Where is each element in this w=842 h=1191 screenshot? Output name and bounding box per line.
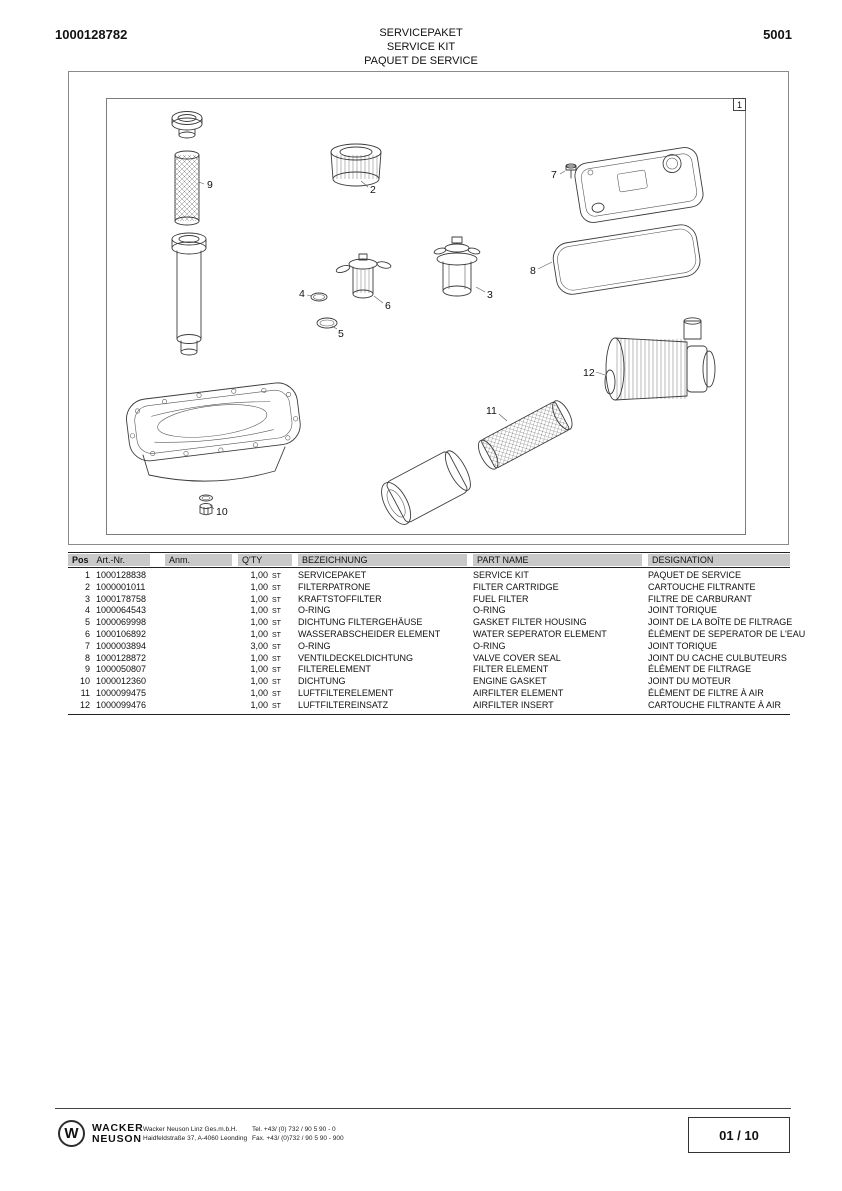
cell-bezeichnung: O-RING [298, 640, 331, 651]
callout-6: 6 [385, 300, 391, 312]
cell-designation: CARTOUCHE FILTRANTE [648, 581, 756, 592]
cell-unit: ST [272, 620, 281, 628]
cell-part-name: FUEL FILTER [473, 593, 529, 604]
brand-line-1: WACKER [92, 1122, 144, 1134]
table-row [68, 676, 790, 688]
cell-pos: 1 [84, 570, 90, 580]
cell-unit: ST [272, 596, 281, 604]
cell-qty: 1,00 [250, 628, 268, 639]
cell-art-nr: 1000099476 [96, 699, 147, 710]
cell-unit: ST [272, 608, 281, 616]
diagram-inner-frame [106, 98, 746, 535]
cell-part-name: O-RING [473, 605, 506, 616]
cell-designation: ÉLÉMENT DE FILTRAGE [648, 664, 752, 675]
phone-line-1: Tel. +43/ (0) 732 / 90 5 90 - 0 [252, 1126, 336, 1133]
title-en: SERVICE KIT [386, 41, 456, 53]
cell-unit: ST [272, 690, 281, 698]
cell-qty: 1,00 [250, 652, 268, 663]
footer-divider [55, 1108, 791, 1109]
part-o-ring-5 [317, 318, 337, 328]
cell-pos: 8 [84, 652, 90, 663]
sheet-code: 5001 [763, 27, 792, 42]
cell-unit: ST [272, 655, 281, 663]
cell-qty: 1,00 [250, 687, 268, 698]
cell-part-name: GASKET FILTER HOUSING [473, 617, 587, 628]
cell-pos: 3 [84, 593, 90, 604]
wacker-neuson-logo-icon: W [58, 1120, 85, 1147]
parts-table [68, 552, 806, 715]
cell-bezeichnung: VENTILDECKELDICHTUNG [298, 652, 414, 663]
cell-qty: 3,00 [250, 640, 268, 651]
part-oil-cap [172, 112, 202, 139]
cell-pos: 9 [84, 664, 90, 675]
callout-11: 11 [486, 405, 497, 417]
diagram-outer-frame [68, 71, 789, 545]
header-bezeichnung: BEZEICHNUNG [298, 554, 467, 566]
callout-7: 7 [551, 169, 557, 181]
cell-bezeichnung: LUFTFILTERELEMENT [298, 687, 394, 698]
cell-part-name: AIRFILTER INSERT [473, 699, 554, 710]
cell-bezeichnung: DICHTUNG [298, 676, 346, 687]
header-artnr: Art.-Nr. [96, 555, 126, 565]
cell-qty: 1,00 [250, 570, 268, 580]
parts-table-header [68, 552, 790, 568]
page-indicator: 01 / 10 [688, 1117, 790, 1153]
footer-address [143, 1126, 247, 1143]
cell-pos: 2 [84, 581, 90, 592]
address-line-2: Haidfeldstraße 37, A-4060 Leonding [143, 1134, 248, 1142]
callout-8: 8 [530, 265, 536, 277]
table-row [68, 664, 790, 676]
cell-bezeichnung: O-RING [298, 605, 331, 616]
cell-art-nr: 1000050807 [96, 664, 147, 675]
cell-art-nr: 1000012360 [96, 676, 147, 687]
phone-line-2: Fax. +43/ (0)732 / 90 5 90 - 900 [252, 1134, 344, 1142]
wacker-neuson-wordmark [92, 1123, 143, 1145]
header-pos: Pos [72, 555, 89, 565]
cell-qty: 1,00 [250, 617, 268, 628]
part-fuel-filter [434, 237, 481, 296]
part-filter-cartridge [331, 144, 381, 186]
cell-designation: PAQUET DE SERVICE [648, 570, 742, 580]
callout-9: 9 [207, 179, 213, 191]
cell-pos: 5 [84, 617, 90, 628]
cell-part-name: ENGINE GASKET [473, 676, 547, 687]
callout-3: 3 [487, 289, 493, 301]
brand-line-2: NEUSON [92, 1133, 142, 1145]
cell-part-name: O-RING [473, 640, 506, 651]
cell-part-name: AIRFILTER ELEMENT [473, 687, 564, 698]
cell-art-nr: 1000069998 [96, 617, 147, 628]
title-fr: PAQUET DE SERVICE [364, 55, 478, 67]
callout-10: 10 [216, 506, 228, 518]
cell-pos: 6 [84, 628, 90, 639]
cell-art-nr: 1000001011 [96, 581, 146, 592]
part-oil-filler-tube [172, 233, 206, 355]
cell-part-name: FILTER ELEMENT [473, 664, 549, 675]
cell-unit: ST [272, 584, 281, 592]
part-filter-element [175, 151, 199, 225]
table-bottom-rule [68, 714, 790, 715]
part-drain-plug [200, 495, 213, 515]
cell-bezeichnung: FILTERPATRONE [298, 581, 371, 592]
callout-2: 2 [370, 184, 376, 196]
cell-designation: JOINT DU CACHE CULBUTEURS [648, 652, 787, 663]
cell-bezeichnung: SERVICEPAKET [298, 570, 367, 580]
callout-12: 12 [583, 367, 595, 379]
cell-qty: 1,00 [250, 593, 268, 604]
table-row [68, 700, 790, 712]
cell-bezeichnung: DICHTUNG FILTERGEHÄUSE [298, 617, 423, 628]
part-airfilter-insert [605, 318, 715, 400]
part-valve-cover-seal [551, 223, 702, 297]
document-number: 1000128782 [55, 27, 128, 42]
table-row [68, 653, 790, 665]
cell-art-nr: 1000099475 [96, 687, 147, 698]
part-airfilter-canister [376, 447, 476, 529]
part-o-ring-4 [311, 293, 327, 301]
cell-unit: ST [272, 679, 281, 687]
table-row [68, 582, 790, 594]
cell-part-name: SERVICE KIT [473, 570, 529, 580]
header-anm: Anm. [165, 554, 232, 566]
header-designation: DESIGNATION [648, 554, 790, 566]
cell-unit: ST [272, 631, 281, 639]
cell-bezeichnung: FILTERELEMENT [298, 664, 371, 675]
cell-art-nr: 1000106892 [96, 628, 147, 639]
exploded-parts-diagram [107, 99, 747, 536]
cell-bezeichnung: WASSERABSCHEIDER ELEMENT [298, 628, 441, 639]
callout-5: 5 [338, 328, 344, 340]
part-oil-pan [124, 381, 302, 482]
cell-designation: JOINT TORIQUE [648, 640, 718, 651]
table-row [68, 570, 790, 582]
cell-designation: ÉLÉMENT DE SEPERATOR DE L'EAU [648, 628, 806, 639]
cell-bezeichnung: LUFTFILTEREINSATZ [298, 699, 389, 710]
cell-art-nr: 1000064543 [96, 605, 147, 616]
cell-art-nr: 1000178758 [96, 593, 147, 604]
footer-phone [252, 1126, 344, 1143]
cell-part-name: WATER SEPERATOR ELEMENT [473, 628, 607, 639]
cell-pos: 10 [79, 676, 90, 687]
cell-unit: ST [272, 643, 281, 651]
table-row [68, 688, 790, 700]
cell-unit: ST [272, 573, 281, 580]
cell-qty: 1,00 [250, 581, 268, 592]
cell-designation: CARTOUCHE FILTRANTE À AIR [648, 699, 782, 710]
header-part-name: PART NAME [473, 554, 642, 566]
cell-art-nr: 1000128838 [96, 570, 147, 580]
cell-designation: ÉLÉMENT DE FILTRE À AIR [648, 687, 764, 698]
header-qty: Q'TY [238, 554, 292, 566]
cell-pos: 12 [79, 699, 90, 710]
cell-part-name: VALVE COVER SEAL [473, 652, 561, 663]
cell-pos: 11 [80, 687, 90, 698]
cell-qty: 1,00 [250, 605, 268, 616]
cell-qty: 1,00 [250, 664, 268, 675]
cell-pos: 7 [84, 640, 90, 651]
cell-designation: FILTRE DE CARBURANT [648, 593, 752, 604]
table-row [68, 628, 806, 641]
cell-part-name: FILTER CARTRIDGE [473, 581, 559, 592]
cell-designation: JOINT DE LA BOÎTE DE FILTRAGE [648, 617, 793, 628]
cell-qty: 1,00 [250, 699, 268, 710]
cell-art-nr: 1000128872 [96, 652, 147, 663]
table-row [68, 605, 790, 617]
parts-table-body [68, 568, 806, 714]
part-water-separator [335, 254, 391, 298]
title-de: SERVICEPAKET [379, 27, 463, 39]
diagram-sheet-label: 1 [733, 98, 746, 111]
cell-pos: 4 [84, 605, 90, 616]
page-title [0, 26, 842, 68]
callout-4: 4 [299, 288, 305, 300]
part-valve-cover [573, 146, 705, 225]
cell-qty: 1,00 [250, 676, 268, 687]
header-pos-artnr [68, 554, 150, 566]
cell-designation: JOINT DU MOTEUR [648, 676, 731, 687]
table-row [68, 641, 790, 653]
table-row [68, 594, 790, 606]
cell-unit: ST [272, 702, 281, 710]
cell-unit: ST [272, 667, 281, 675]
address-line-1: Wacker Neuson Linz Ges.m.b.H. [143, 1126, 238, 1133]
cell-art-nr: 1000003894 [96, 640, 147, 651]
table-row [68, 617, 793, 629]
cell-designation: JOINT TORIQUE [648, 605, 718, 616]
cell-bezeichnung: KRAFTSTOFFILTER [298, 593, 382, 604]
